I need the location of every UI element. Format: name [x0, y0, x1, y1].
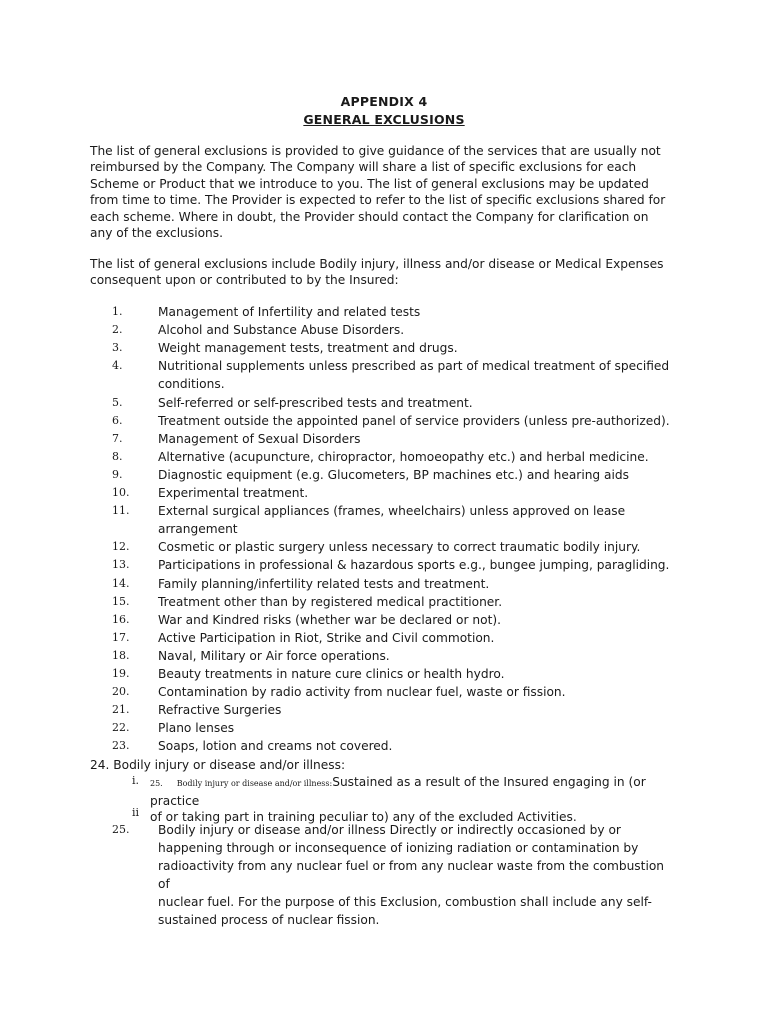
list-item-number: 13.: [112, 558, 130, 572]
list-item-line: Participations in professional & hazardous sports e.g., bungee jumping, paragliding.: [158, 558, 670, 573]
list-item-number: 22.: [112, 721, 130, 735]
list-item-text: [158, 683, 678, 701]
list-item-line: War and Kindred risks (whether war be declared or not).: [158, 612, 501, 627]
list-item-text: [158, 430, 678, 448]
list-item-text: [158, 647, 678, 665]
list-item-line: Active Participation in Riot, Strike and Civil commotion.: [158, 630, 495, 645]
list-item-text: [158, 629, 678, 647]
sub-item-tiny-num: 25.: [150, 779, 163, 788]
list-item-line: Family planning/infertility related tests and treatment.: [158, 576, 490, 591]
item-25-text: [158, 821, 678, 929]
sub-item-i-marker: i.: [132, 774, 140, 787]
intro-line: The list of general exclusions is provided to give guidance of the services that are usually not: [90, 144, 661, 158]
intro-line: Scheme or Product that we introduce to you. The list of general exclusions may be updated: [90, 176, 649, 191]
list-item-text: [158, 556, 678, 574]
list-item-text: [158, 611, 678, 629]
list-item-line: Alcohol and Substance Abuse Disorders.: [158, 323, 405, 338]
list-item-text: [158, 593, 678, 611]
list-item-number: 18.: [112, 648, 130, 662]
list-item-line: Weight management tests, treatment and drugs.: [158, 341, 458, 356]
sub-item-ii-marker: ii: [132, 806, 140, 819]
list-item-text: [158, 357, 678, 393]
list-item-number: 8.: [112, 449, 123, 463]
list-item-number: 6.: [112, 413, 123, 427]
list-item-line: Refractive Surgeries: [158, 703, 282, 718]
sub-item-i-text: [150, 774, 690, 826]
intro-line: any of the exclusions.: [90, 226, 224, 241]
list-item-number: 2.: [112, 323, 123, 337]
list-item-text: [158, 701, 678, 719]
list-item-line: Soaps, lotion and creams not covered.: [158, 739, 393, 754]
item-25-line: sustained process of nuclear fission.: [158, 913, 380, 927]
list-item-text: [158, 484, 678, 502]
list-item-line: Cosmetic or plastic surgery unless necessary to correct traumatic bodily injury.: [158, 540, 641, 555]
list-item-line: Management of Sexual Disorders: [158, 431, 361, 446]
list-item-number: 7.: [112, 431, 123, 445]
list-item-number: 14.: [112, 576, 130, 590]
list-item-number: 5.: [112, 395, 123, 409]
list-item-line: Nutritional supplements unless prescribed as part of medical treatment of specified: [158, 359, 670, 374]
intro-line: from time to time. The Provider is expected to refer to the list of specific exclusions shared for: [90, 193, 666, 208]
list-item-number: 15.: [112, 594, 130, 608]
sub-item-tiny-text: Bodily injury or disease and/or illness:: [176, 779, 333, 788]
item-25-line: radioactivity from any nuclear fuel or from any nuclear waste from the combustion of: [158, 859, 665, 891]
list-item-line: Naval, Military or Air force operations.: [158, 648, 390, 663]
list-item-line: Alternative (acupuncture, chiropractor, homoeopathy etc.) and herbal medicine.: [158, 449, 649, 464]
list-item-line: Contamination by radio activity from nuclear fuel, waste or fission.: [158, 685, 566, 700]
sub-item-i-line1: [150, 774, 690, 809]
list-item-number: 20.: [112, 685, 130, 699]
intro-line: reimbursed by the Company. The Company will share a list of specific exclusions for each: [90, 160, 637, 175]
list-item-text: [158, 303, 678, 321]
list-item-line: Self-referred or self-prescribed tests and treatment.: [158, 395, 473, 410]
list-item-line: conditions.: [158, 377, 225, 392]
list-item-line: Management of Infertility and related tests: [158, 305, 421, 319]
list-item-number: 21.: [112, 703, 130, 717]
list-item-line: arrangement: [158, 522, 238, 537]
list-item-text: [158, 737, 678, 755]
intro-line: each scheme. Where in doubt, the Provider should contact the Company for clarification on: [90, 209, 649, 224]
item-25-line: Bodily injury or disease and/or illness Directly or indirectly occasioned by or: [158, 823, 621, 837]
list-item-text: [158, 448, 678, 466]
sub-item-i-line1-text: Sustained as a result of the Insured engaging in (or practice: [150, 775, 646, 808]
item-25-number: 25.: [112, 823, 130, 836]
list-item-line: Plano lenses: [158, 721, 235, 736]
list-item-line: External surgical appliances (frames, wheelchairs) unless approved on lease: [158, 504, 626, 519]
list-item-text: [158, 321, 678, 339]
list-item-number: 12.: [112, 540, 130, 554]
list-item-text: [158, 339, 678, 357]
lead-line: consequent upon or contributed to by the Insured:: [90, 273, 399, 288]
list-item-text: [158, 719, 678, 737]
list-item-text: [158, 502, 678, 538]
list-item-number: 11.: [112, 504, 130, 518]
list-item-number: 16.: [112, 612, 130, 626]
list-item-line: Treatment outside the appointed panel of service providers (unless pre-authorized).: [158, 413, 670, 428]
intro-paragraph: [90, 143, 670, 241]
list-item-text: [158, 412, 678, 430]
list-item-text: [158, 575, 678, 593]
list-item-line: Diagnostic equipment (e.g. Glucometers, BP machines etc.) and hearing aids: [158, 467, 629, 482]
lead-paragraph: [90, 256, 670, 289]
list-item-line: Beauty treatments in nature cure clinics or health hydro.: [158, 667, 505, 681]
list-item-number: 17.: [112, 630, 130, 644]
list-item-text: [158, 665, 678, 683]
list-item-line: Treatment other than by registered medical practitioner.: [158, 594, 503, 609]
item-25-line: happening through or inconsequence of ionizing radiation or contamination by: [158, 841, 639, 855]
appendix-title: APPENDIX 4: [340, 94, 428, 109]
list-item-number: 1.: [112, 305, 123, 318]
sub-item-i-line2: of or taking part in training peculiar to) any of the excluded Activities.: [150, 810, 577, 824]
list-item-number: 10.: [112, 486, 130, 499]
list-item-line: Experimental treatment.: [158, 486, 309, 500]
item-25-line: nuclear fuel. For the purpose of this Exclusion, combustion shall include any self-: [158, 895, 652, 909]
lead-line: The list of general exclusions include Bodily injury, illness and/or disease or Medical Expenses: [90, 257, 664, 271]
list-item-text: [158, 466, 678, 484]
list-item-number: 19.: [112, 667, 130, 680]
list-item-number: 9.: [112, 467, 123, 481]
list-item-number: 4.: [112, 359, 123, 373]
section-title: GENERAL EXCLUSIONS: [303, 112, 465, 127]
list-item-text: [158, 394, 678, 412]
list-item-number: 23.: [112, 739, 130, 753]
list-item-number: 3.: [112, 341, 123, 355]
item-24-label: 24. Bodily injury or disease and/or illness:: [90, 758, 346, 772]
list-item-text: [158, 538, 678, 556]
